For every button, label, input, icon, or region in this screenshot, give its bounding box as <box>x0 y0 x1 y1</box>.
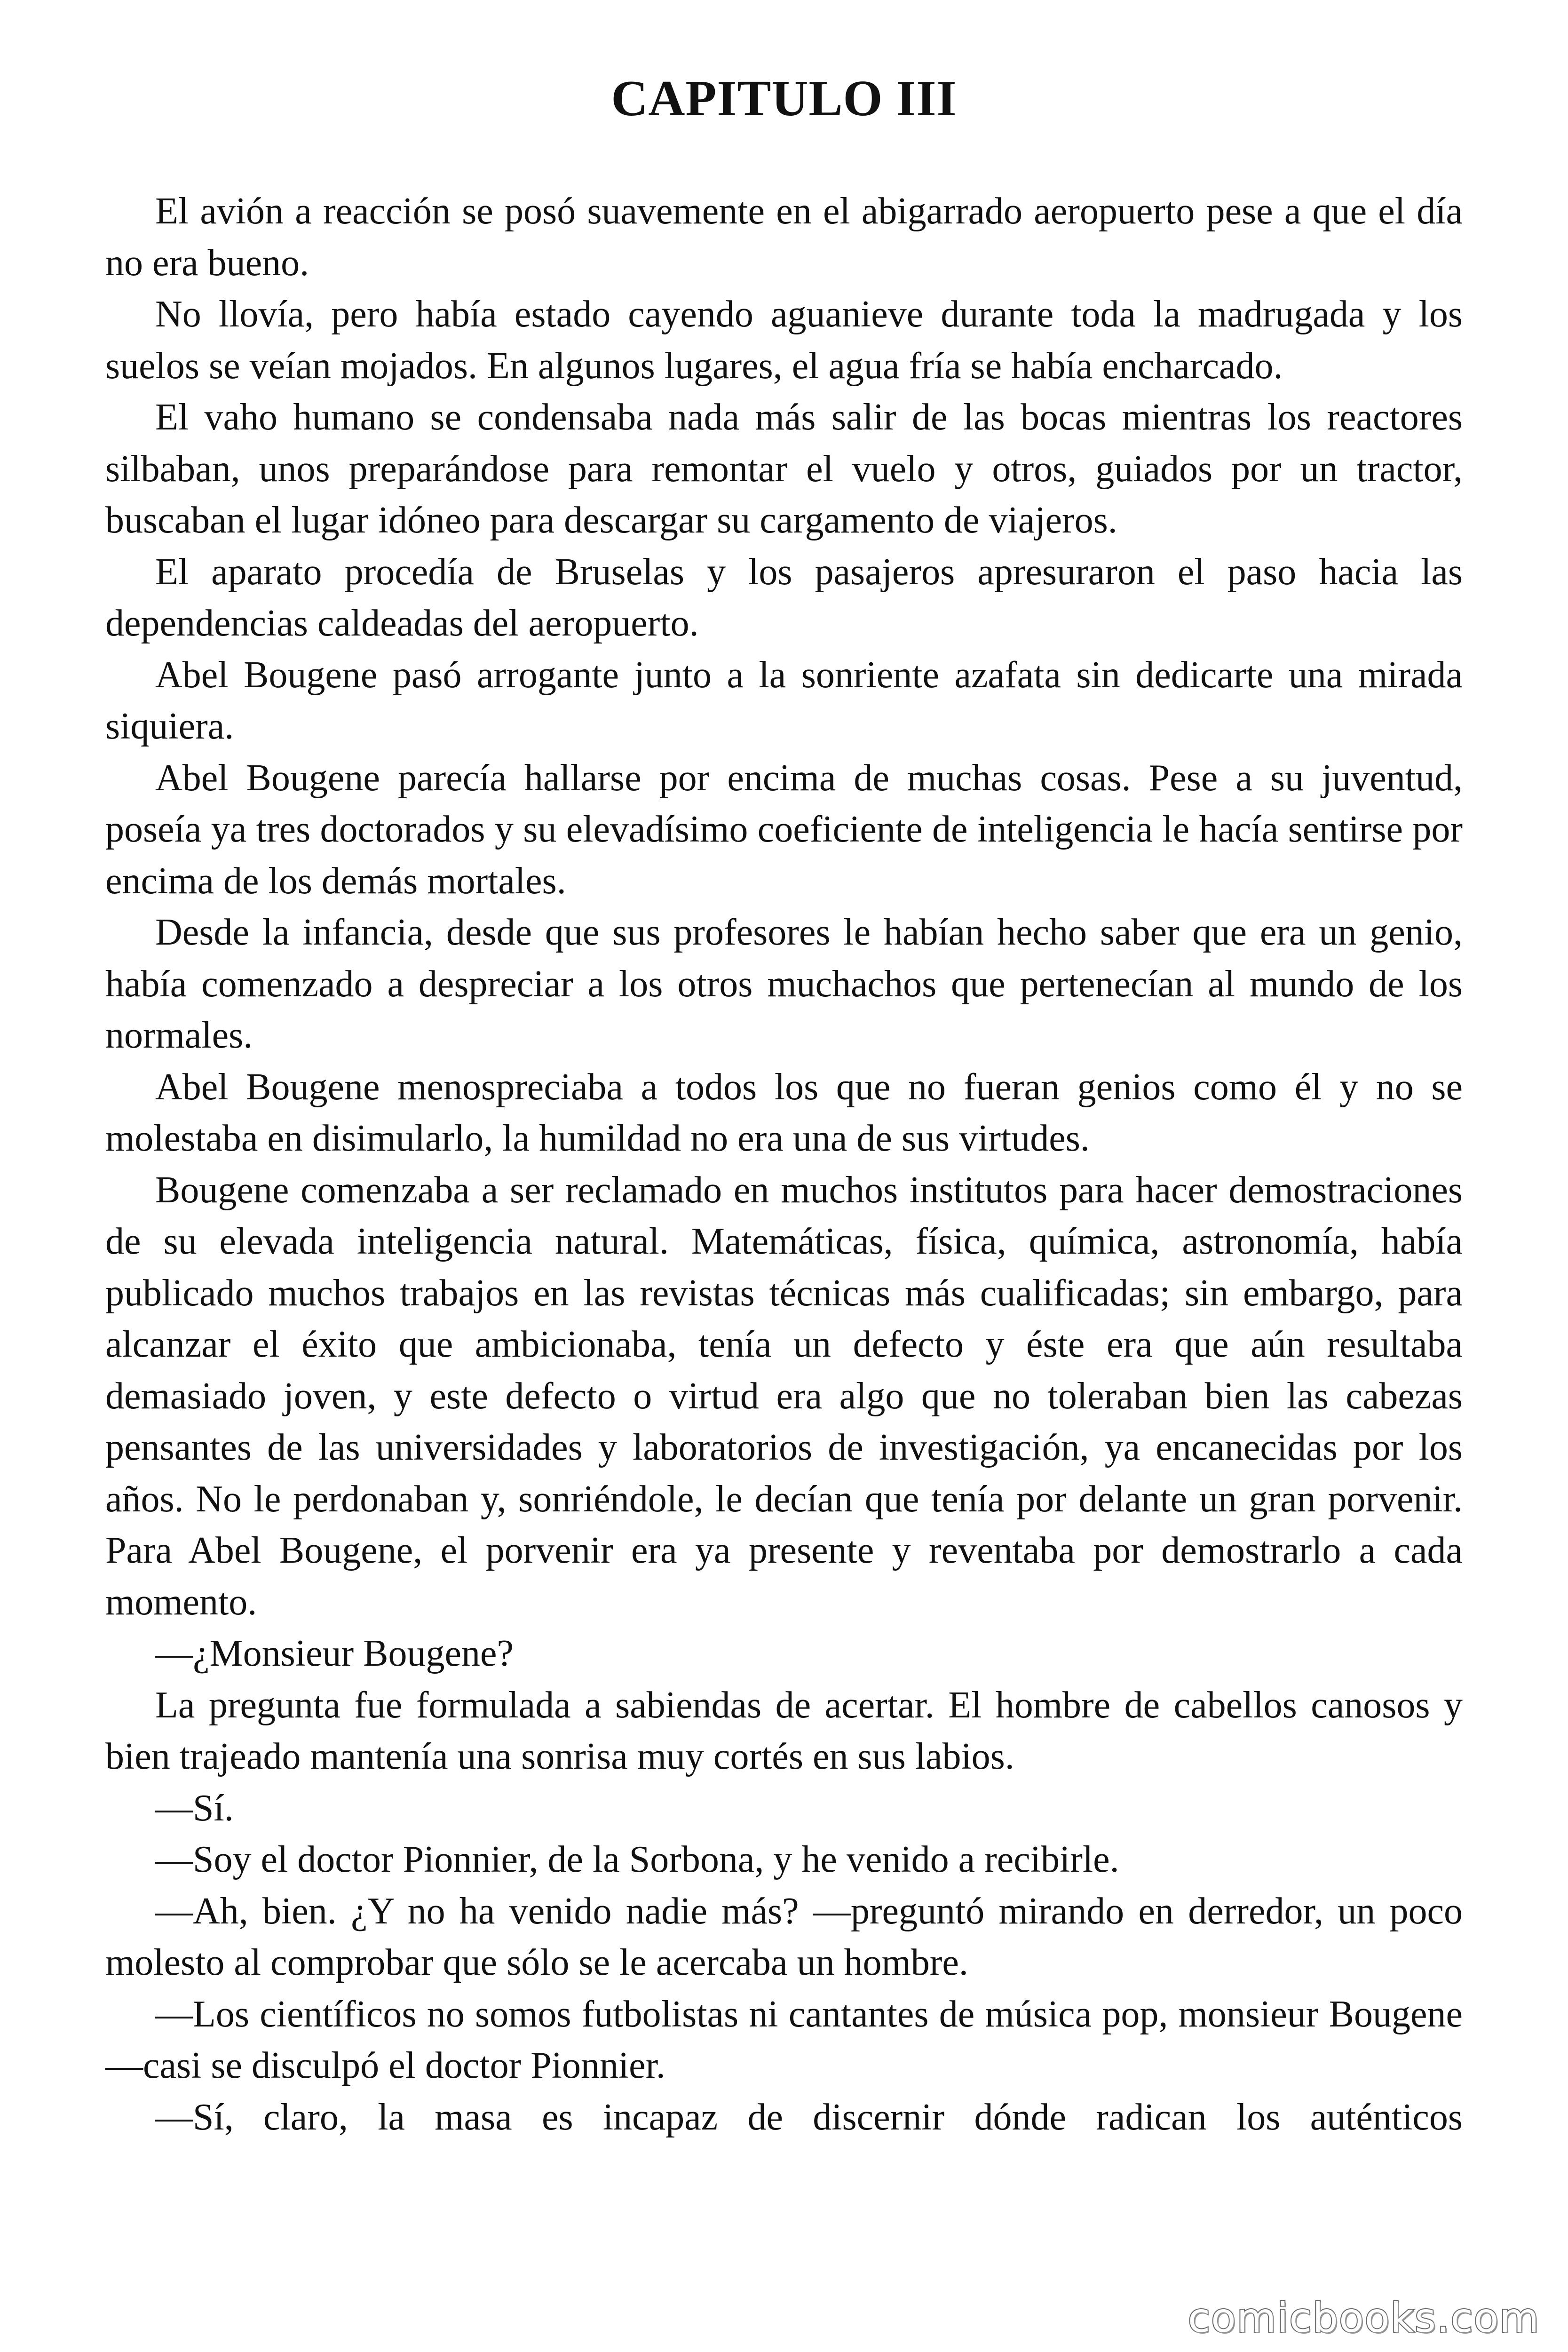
paragraph: El vaho humano se condensaba nada más salir de las bocas mientras los reactores silbaban, unos preparándose para remontar el vuelo y otros, guiados por un tractor, buscaban el lugar idóneo para descargar su cargamento de viajeros. <box>105 397 1463 541</box>
chapter-title: CAPITULO III <box>611 71 957 127</box>
paragraph: Abel Bougene pasó arrogante junto a la sonriente azafata sin dedicarte una mirada siquiera. <box>105 654 1463 747</box>
watermark-logo: comicbooks.com <box>1188 2295 1540 2342</box>
paragraph: —Ah, bien. ¿Y no ha venido nadie más? —preguntó mirando en derredor, un poco molesto al comprobar que sólo se le acercaba un hombre. <box>105 1890 1463 1983</box>
paragraph: —Soy el doctor Pionnier, de la Sorbona, y he venido a recibirle. <box>155 1839 1119 1880</box>
paragraph: —Sí. <box>155 1787 234 1829</box>
paragraph: Abel Bougene parecía hallarse por encima de muchas cosas. Pese a su juventud, poseía ya tres doctorados y su elevadísimo coeficiente de inteligencia le hacía sentirse por encima de los demás mortales. <box>105 757 1463 902</box>
paragraph: —¿Monsieur Bougene? <box>155 1633 514 1674</box>
paragraph: Desde la infancia, desde que sus profesores le habían hecho saber que era un genio, había comenzado a despreciar a los otros muchachos que pertenecían al mundo de los normales. <box>105 912 1463 1056</box>
paragraph: Bougene comenzaba a ser reclamado en muchos institutos para hacer demostraciones de su elevada inteligencia natural. Matemáticas, física, química, astronomía, había publicado muchos trabajos en las revistas técnicas más cualificadas; sin embargo, para alcanzar el éxito que ambicionaba, tenía un defecto y éste era que aún resultaba demasiado joven, y este defecto o virtud era algo que no toleraban bien las cabezas pensantes de las universidades y laboratorios de investigación, ya encanecidas por los años. No le perdonaban y, sonriéndole, le decían que tenía por delante un gran porvenir. Para Abel Bougene, el porvenir era ya presente y reventaba por demostrarlo a cada momento. <box>105 1169 1463 1623</box>
paragraph: La pregunta fue formulada a sabiendas de acertar. El hombre de cabellos canosos y bien trajeado mantenía una sonrisa muy cortés en sus labios. <box>105 1684 1463 1777</box>
paragraph: El aparato procedía de Bruselas y los pasajeros apresuraron el paso hacia las dependencias caldeadas del aeropuerto. <box>105 551 1463 644</box>
body-text <box>105 186 1463 2143</box>
paragraph: No llovía, pero había estado cayendo aguanieve durante toda la madrugada y los suelos se veían mojados. En algunos lugares, el agua fría se había encharcado. <box>105 294 1463 387</box>
paragraph: Abel Bougene menospreciaba a todos los que no fueran genios como él y no se molestaba en disimularlo, la humildad no era una de sus virtudes. <box>105 1066 1463 1159</box>
paragraph: —Los científicos no somos futbolistas ni cantantes de música pop, monsieur Bougene —casi se disculpó el doctor Pionnier. <box>105 1993 1463 2086</box>
paragraph-last: —Sí, claro, la masa es incapaz de discernir dónde radican los auténticos <box>155 2096 1463 2138</box>
paragraph: El avión a reacción se posó suavemente en el abigarrado aeropuerto pese a que el día no era bueno. <box>105 191 1463 284</box>
